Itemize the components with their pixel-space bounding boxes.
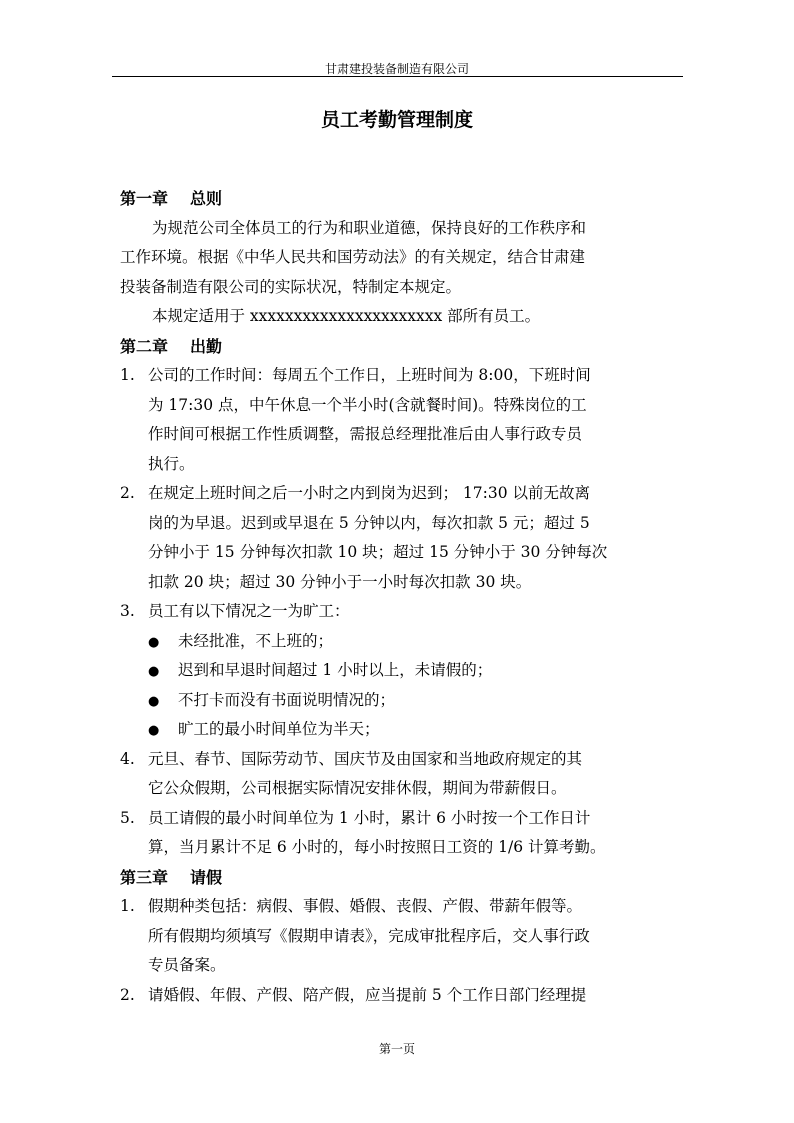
list-item-continuation: 所有假期均须填写《假期申请表》，完成审批程序后，交人事行政 <box>148 926 590 945</box>
list-item-continuation: 分钟小于 15 分钟每次扣款 10 块；超过 15 分钟小于 30 分钟每次 <box>148 543 608 561</box>
bullet-text: 未经批准，不上班的； <box>178 631 334 650</box>
list-number: 1. <box>120 366 135 384</box>
bullet-icon: ● <box>148 634 160 650</box>
bullet-item <box>120 686 675 716</box>
list-item-continuation: 作时间可根据工作性质调整，需报总经理批准后由人事行政专员 <box>148 425 583 443</box>
bullet-item <box>120 656 675 686</box>
list-item-continuation: 执行。 <box>148 454 195 473</box>
list-item-continuation: 它公众假期，公司根据实际情况安排休假，期间为带薪假日。 <box>148 779 567 797</box>
page-footer: 第一页 <box>378 1042 415 1056</box>
list-item <box>120 479 675 509</box>
list-item-continuation: 为 17:30 点，中午休息一个半小时(含就餐时间)。特殊岗位的工 <box>148 395 587 414</box>
list-number: 4. <box>120 749 135 768</box>
chapter-label: 第三章 <box>120 867 169 887</box>
chapter-title: 请假 <box>190 867 223 887</box>
list-item-text: 假期种类包括：病假、事假、婚假、丧假、产假、带薪年假等。 <box>148 897 583 915</box>
bullet-item <box>120 715 675 745</box>
list-item <box>120 804 675 834</box>
list-item-text: 员工请假的最小时间单位为 1 小时，累计 6 小时按一个工作日计 <box>148 808 591 827</box>
list-item-continuation: 岗的为早退。迟到或早退在 5 分钟以内，每次扣款 5 元；超过 5 <box>148 513 590 532</box>
chapter-title: 出勤 <box>190 336 223 356</box>
paragraph-line: 投装备制造有限公司的实际状况，特制定本规定。 <box>120 277 462 296</box>
list-item-text: 元旦、春节、国际劳动节、国庆节及由国家和当地政府规定的其 <box>148 749 583 768</box>
bullet-text: 不打卡而没有书面说明情况的； <box>178 690 396 709</box>
header-divider <box>112 76 683 77</box>
chapter-label: 第二章 <box>120 336 169 356</box>
chapter-heading <box>120 184 675 214</box>
list-item <box>120 361 675 391</box>
bullet-text: 旷工的最小时间单位为半天； <box>178 720 380 738</box>
paragraph-line: 为规范公司全体员工的行为和职业道德，保持良好的工作秩序和 <box>152 218 587 237</box>
chapter-title: 总则 <box>190 189 223 208</box>
list-item <box>120 892 675 922</box>
list-number: 5. <box>120 808 135 827</box>
bullet-icon: ● <box>148 693 160 709</box>
list-item-text: 请婚假、年假、产假、陪产假，应当提前 5 个工作日部门经理提 <box>148 985 587 1004</box>
list-number: 2. <box>120 985 135 1004</box>
list-item <box>120 981 675 1011</box>
list-item-continuation: 专员备案。 <box>148 956 226 974</box>
list-number: 1. <box>120 897 135 915</box>
paragraph-line: 本规定适用于 xxxxxxxxxxxxxxxxxxxxxx 部所有员工。 <box>152 307 541 325</box>
paragraph-line: 工作环境。根据《中华人民共和国劳动法》的有关规定，结合甘肃建 <box>120 248 586 266</box>
chapter-heading <box>120 863 675 893</box>
list-item <box>120 597 675 627</box>
page-header: 甘肃建投装备制造有限公司 <box>324 62 469 76</box>
chapter-label: 第一章 <box>120 189 169 208</box>
list-item-text: 公司的工作时间：每周五个工作日，上班时间为 8:00，下班时间 <box>148 366 591 384</box>
chapter-heading <box>120 332 675 362</box>
document-body <box>120 184 675 1010</box>
bullet-icon: ● <box>148 723 160 738</box>
bullet-item <box>120 627 675 657</box>
list-item-text: 员工有以下情况之一为旷工： <box>148 602 350 620</box>
bullet-icon: ● <box>148 664 160 679</box>
bullet-text: 迟到和早退时间超过 1 小时以上，未请假的； <box>178 661 493 679</box>
document-title: 员工考勤管理制度 <box>320 109 473 131</box>
list-number: 2. <box>120 484 135 502</box>
list-item-text: 在规定上班时间之后一小时之内到岗为迟到； 17:30 以前无故离 <box>148 484 591 502</box>
list-item-continuation: 算，当月累计不足 6 小时的，每小时按照日工资的 1/6 计算考勤。 <box>148 838 606 856</box>
list-number: 3. <box>120 602 135 620</box>
list-item-continuation: 扣款 20 块；超过 30 分钟小于一小时每次扣款 30 块。 <box>148 572 532 591</box>
list-item <box>120 745 675 775</box>
